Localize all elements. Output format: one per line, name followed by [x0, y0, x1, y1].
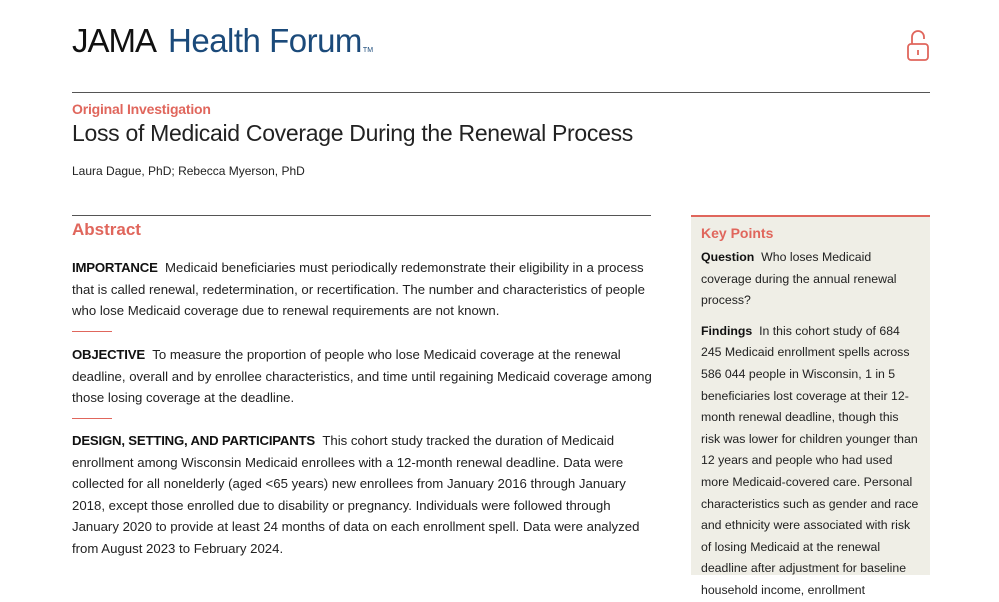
abstract-importance: [72, 257, 657, 322]
design-label: DESIGN, SETTING, AND PARTICIPANTS: [72, 433, 315, 448]
article-type-label: Original Investigation: [72, 101, 211, 117]
open-access-lock-icon[interactable]: [905, 28, 931, 64]
header-divider: [72, 92, 930, 93]
logo-jama-text: JAMA: [72, 22, 157, 59]
section-separator: [72, 418, 112, 419]
key-points-question: [701, 247, 920, 312]
logo-trademark: TM: [362, 47, 374, 54]
journal-logo[interactable]: [72, 22, 374, 59]
design-text: This cohort study tracked the duration of Medicaid enrollment among Wisconsin Medicaid enrollees with a 12-month renewal deadline. Data were collected for all nonelderly (aged <65 years) new enrollees from January 2016 through January 2018, except those enrolled due to disability or pregnancy. Individuals were followed through January 2020 to provide at least 24 months of data on each enrollment spell. Data were analyzed from August 2023 to February 2024.: [72, 433, 640, 556]
key-points-heading: Key Points: [701, 225, 774, 241]
findings-label: Findings: [701, 323, 753, 338]
logo-health-forum-text: Health Forum: [168, 22, 362, 59]
abstract-heading: Abstract: [72, 220, 141, 239]
abstract-design: [72, 430, 657, 560]
importance-text: Medicaid beneficiaries must periodically redemonstrate their eligibility in a process that is called renewal, redetermination, or recertification. The number and characteristics of people who lose Medicaid coverage due to renewal requirements are not known.: [72, 260, 645, 319]
article-title: Loss of Medicaid Coverage During the Renewal Process: [72, 120, 633, 146]
key-points-box: [691, 215, 930, 597]
abstract-objective: [72, 344, 657, 409]
key-points-findings: [701, 321, 920, 602]
question-text: Who loses Medicaid coverage during the annual renewal process?: [701, 250, 897, 308]
question-label: Question: [701, 250, 755, 264]
importance-label: IMPORTANCE: [72, 260, 158, 275]
findings-text: In this cohort study of 684 245 Medicaid enrollment spells across 586 044 people in Wisconsin, 1 in 5 beneficiaries lost coverage at their 12-month renewal deadline, though this risk was lower for children younger than 12 years and people who had used more Medicaid-covered care. Personal characteristics such as gender and race and ethnicity were associated with risk of losing Medicaid at the renewal deadline after adjustment for baseline household income, enrollment: [701, 323, 919, 597]
objective-label: OBJECTIVE: [72, 347, 145, 362]
section-separator: [72, 331, 112, 332]
article-authors: Laura Dague, PhD; Rebecca Myerson, PhD: [72, 164, 305, 178]
objective-text: To measure the proportion of people who lose Medicaid coverage at the renewal deadline, overall and by enrollee characteristics, and time until regaining Medicaid coverage among those losing coverage at the deadline.: [72, 347, 652, 406]
abstract-divider: [72, 215, 651, 216]
